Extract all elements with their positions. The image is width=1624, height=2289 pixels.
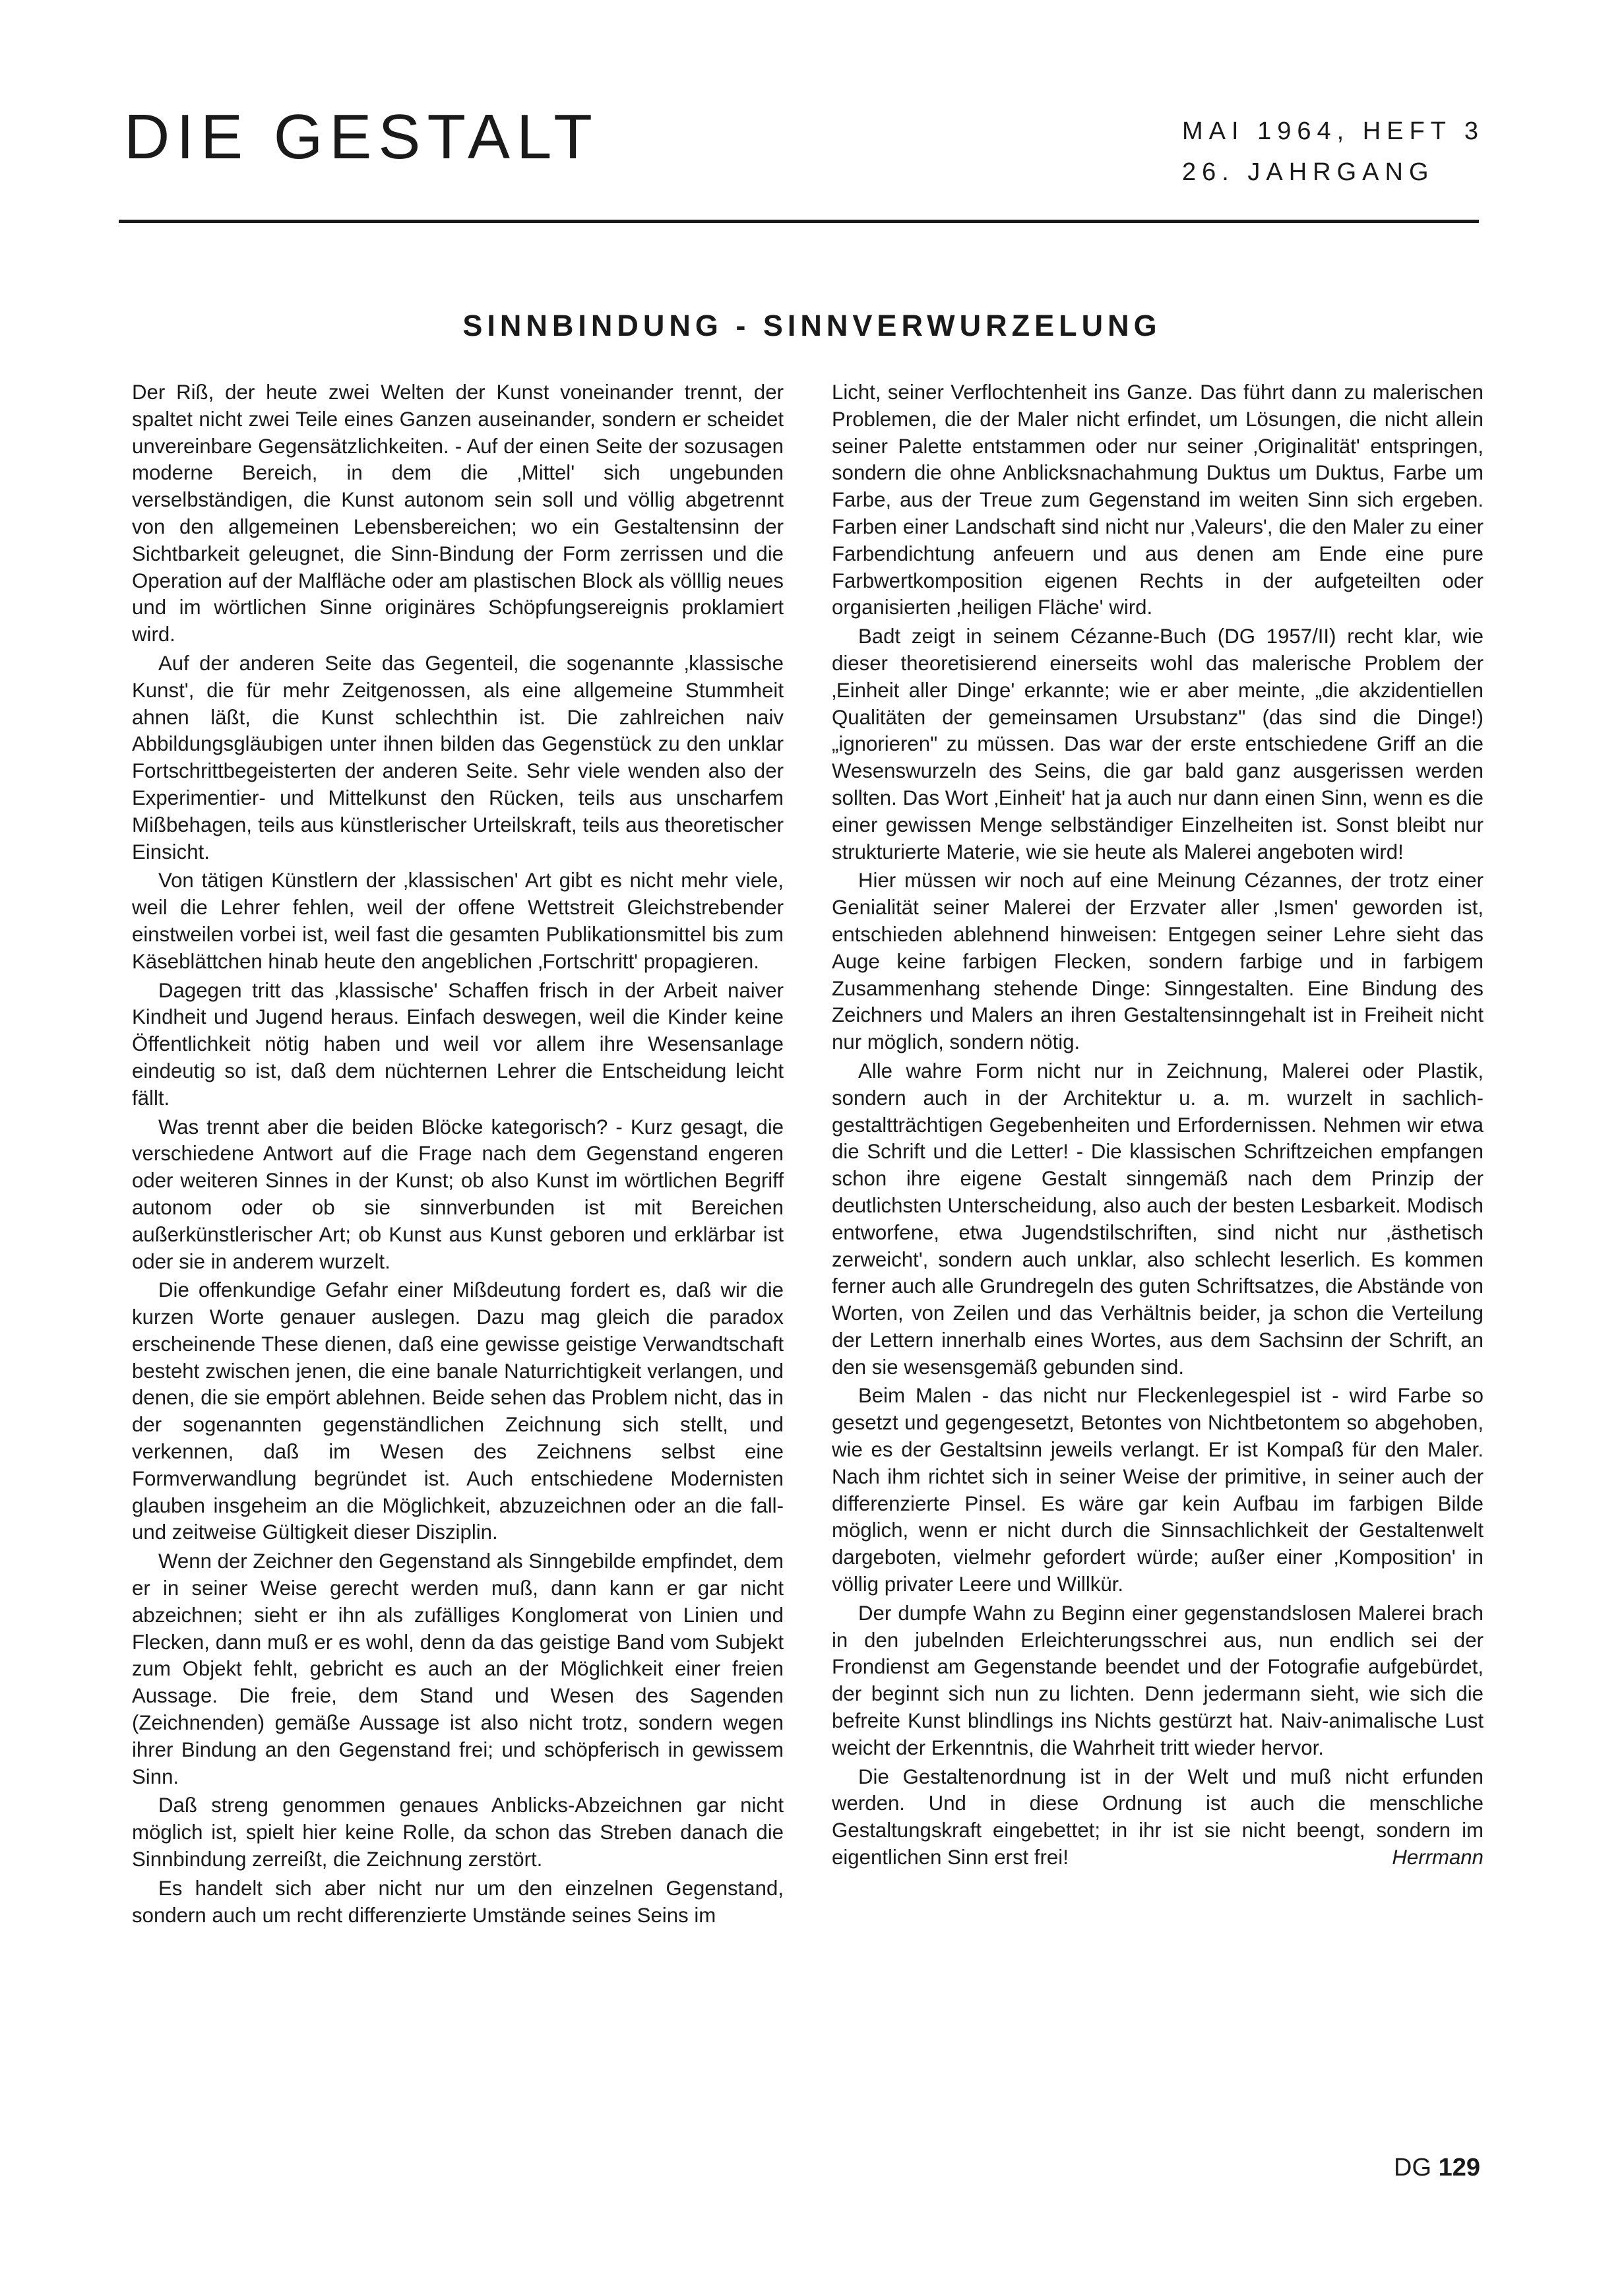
article-title: SINNBINDUNG - SINNVERWURZELUNG <box>462 309 1162 342</box>
paragraph-final <box>832 1764 1483 1871</box>
page-number <box>1394 2154 1480 2182</box>
paragraph: Beim Malen - das nicht nur Fleckenlegespiel ist - wird Farbe so gesetzt und gegengesetzt, Betontes von Nichtbetontem so abgehoben, wie es der Gestaltsinn jeweils verlangt. Er ist Kompaß für den Maler. Nach ihm richtet sich in seiner Weise der primitive, in seiner auch der differenzierte Pinsel. Es wäre gar kein Aufbau im farbigen Bilde möglich, wenn er nicht durch die Sinnsachlichkeit der Gestaltenwelt dargeboten, vielmehr gefordert würde; außer einer ‚Komposition' in völlig privater Leere und Willkür. <box>832 1384 1483 1596</box>
paragraph: Wenn der Zeichner den Gegenstand als Sinngebilde empfindet, dem er in seiner Weise gerecht werden muß, dann kann er gar nicht abzeichnen; sieht er ihn als zufälliges Konglomerat von Linien und Flecken, dann muß er es wohl, denn da das geistige Band vom Subjekt zum Objekt fehlt, gebricht es auch an der Möglichkeit einer freien Aussage. Die freie, dem Stand und Wesen des Sagenden (Zeichnenden) gemäße Aussage ist also nicht trotz, sondern wegen ihrer Bindung an den Gegenstand frei; und schöpferisch in gewissem Sinn. <box>132 1550 784 1788</box>
volume-line: 26. JAHRGANG <box>1182 158 1435 186</box>
paragraph: Hier müssen wir noch auf eine Meinung Cézannes, der trotz einer Genialität seiner Malerei der Erzvater aller ‚Ismen' geworden ist, entschieden ablehnend hinweisen: Entgegen seiner Lehre sieht das Auge keine farbigen Flecken, sondern farbige und in farbigem Zusammenhang stehende Dinge: Sinngestalten. Eine Bindung des Zeichners und Malers an ihren Gestaltensinngehalt ist in Freiheit nicht nur möglich, sondern nötig. <box>832 869 1483 1054</box>
left-column <box>132 379 784 1931</box>
paragraph: Licht, seiner Verflochtenheit ins Ganze. Das führt dann zu malerischen Problemen, die der Maler nicht erfindet, um Lösungen, die nicht allein seiner Palette entstammen oder nur seiner ‚Originalität' entspringen, sondern die ohne Anblicksnachahmung Duktus um Duktus, Farbe um Farbe, aus der Treue zum Gegenstand im weiten Sinn sich ergeben. Farben einer Landschaft sind nicht nur ‚Valeurs', die den Maler zu einer Farbendichtung anfeuern und aus denen am Ende eine pure Farbwertkomposition eigenen Rechts in der aufgeteilten oder organisierten ‚heiligen Fläche' wird. <box>832 381 1483 619</box>
final-paragraph-text: Die Gestaltenordnung ist in der Welt und muß nicht erfunden werden. Und in diese Ordnung ist auch die menschliche Gestaltungskraft eingebettet; in ihr ist sie nicht beengt, sondern im eigentlichen Sinn erst frei! <box>832 1765 1483 1869</box>
author-signature: Herrmann <box>1392 1846 1483 1869</box>
paragraph: Von tätigen Künstlern der ‚klassischen' Art gibt es nicht mehr viele, weil die Lehrer fehlen, weil der offene Wettstreit Gleichstrebender einstweilen vorbei ist, weil fast die gesamten Publikationsmittel bis zum Käseblättchen hinab heute den angeblichen ‚Fortschritt' propagieren. <box>132 869 784 973</box>
paragraph: Alle wahre Form nicht nur in Zeichnung, Malerei oder Plastik, sondern auch in der Architektur u. a. m. wurzelt in sachlich-gestaltträchtigen Gegebenheiten und Erfordernissen. Nehmen wir etwa die Schrift und die Letter! - Die klassischen Schriftzeichen empfangen schon ihre eigene Gestalt sinngemäß nach dem Prinzip der deutlichsten Unterscheidung, also auch der besten Lesbarkeit. Modisch entworfene, etwa Jugendstilschriften, sind nicht nur ‚ästhetisch zerweicht', sondern auch unklar, also schlecht leserlich. Es kommen ferner auch alle Grundregeln des guten Schriftsatzes, die Abstände von Worten, von Zeilen und das Verhältnis beider, ja schon die Verteilung der Lettern innerhalb eines Wortes, aus dem Sachsinn der Schrift, an den sie wesensgemäß gebunden sind. <box>832 1059 1483 1379</box>
paragraph: Der Riß, der heute zwei Welten der Kunst voneinander trennt, der spaltet nicht zwei Teile eines Ganzen auseinander, sondern er scheidet unvereinbare Gegensätzlichkeiten. - Auf der einen Seite der sozusagen moderne Bereich, in dem die ‚Mittel' sich ungebunden verselbständigen, die Kunst autonom sein soll und völlig abgetrennt von den allgemeinen Lebensbereichen; wo ein Gestaltensinn der Sichtbarkeit geleugnet, die Sinn-Bindung der Form zerrissen und die Operation auf der Malfläche oder am plastischen Block als völllig neues und im wörtlichen Sinne originäres Schöpfungsereignis proklamiert wird. <box>132 381 784 646</box>
paragraph: Der dumpfe Wahn zu Beginn einer gegenstandslosen Malerei brach in den jubelnden Erleichterungsschrei aus, nun endlich sei der Frondienst am Gegenstande beendet und der Fotografie aufgebürdet, der beginnt sich nun zu lichten. Denn jedermann sieht, wie sich die befreite Kunst blindlings ins Nichts gestürzt hat. Naiv-animalische Lust weicht der Erkenntnis, die Wahrheit tritt wieder hervor. <box>832 1601 1483 1759</box>
header-rule <box>119 220 1479 223</box>
journal-title: DIE GESTALT <box>124 102 599 172</box>
paragraph: Auf der anderen Seite das Gegenteil, die sogenannte ‚klassische Kunst', die für mehr Zeitgenossen, als eine allgemeine Stummheit ahnen läßt, die Kunst schlechthin ist. Die zahlreichen naiv Abbildungsgläubigen unter ihnen bilden das Gegenstück zu den unklar Fortschrittbegeisterten der anderen Seite. Sehr viele wenden also der Experimentier- und Mittelkunst den Rücken, teils aus unscharfem Mißbehagen, teils aus künstlerischer Urteilskraft, teils aus theoretischer Einsicht. <box>132 651 784 863</box>
paragraph: Es handelt sich aber nicht nur um den einzelnen Gegenstand, sondern auch um recht differenzierte Umstände seines Seins im <box>132 1876 784 1927</box>
issue-info <box>1182 111 1484 193</box>
folio-prefix: DG <box>1394 2154 1432 2181</box>
paragraph: Badt zeigt in seinem Cézanne-Buch (DG 1957/II) recht klar, wie dieser theoretisierend einerseits wohl das malerische Problem der ‚Einheit aller Dinge' erkannte; wie er aber meinte, „die akzidentiellen Qualitäten der gemeinsamen Ursubstanz" (das sind die Dinge!) „ignorieren" zu müssen. Das war der erste entschiedene Griff an die Wesenswurzeln des Seins, die gar bald ganz ausgerissen werden sollten. Das Wort ‚Einheit' hat ja auch nur dann einen Sinn, wenn es die einer gewissen Menge selbständiger Einzelheiten ist. Sonst bleibt nur strukturierte Materie, wie sie heute als Malerei angeboten wird! <box>832 625 1483 863</box>
paragraph: Die offenkundige Gefahr einer Mißdeutung fordert es, daß wir die kurzen Worte genauer auslegen. Dazu mag gleich die paradox erscheinende These dienen, daß eine gewisse geistige Verwandtschaft besteht zwischen jenen, die eine banale Naturrichtigkeit verlangen, und denen, die sie empört ablehnen. Beide sehen das Problem nicht, das in der sogenannten gegenständlichen Zeichnung sich stellt, und verkennen, daß im Wesen des Zeichnens selbst eine Formverwandlung begründet ist. Auch entschiedene Modernisten glauben insgeheim an die Möglichkeit, abzuzeichnen oder an die fall- und zeitweise Gültigkeit dieser Disziplin. <box>132 1278 784 1544</box>
right-column <box>832 379 1483 1873</box>
paragraph: Dagegen tritt das ‚klassische' Schaffen frisch in der Arbeit naiver Kindheit und Jugend heraus. Einfach deswegen, weil die Kinder keine Öffentlichkeit nötig haben und weil vor allem ihre Wesensanlage eindeutig so ist, daß dem nüchternen Lehrer die Entscheidung leicht fällt. <box>132 978 784 1110</box>
paragraph: Daß streng genommen genaues Anblicks-Abzeichnen gar nicht möglich ist, spielt hier keine Rolle, da schon das Streben danach die Sinnbindung zerreißt, die Zeichnung zerstört. <box>132 1794 784 1871</box>
folio-page: 129 <box>1438 2154 1480 2181</box>
paragraph: Was trennt aber die beiden Blöcke kategorisch? - Kurz gesagt, die verschiedene Antwort auf die Frage nach dem Gegenstand engeren oder weiteren Sinnes in der Kunst; ob also Kunst im wörtlichen Begriff autonom oder ob sie sinnverbunden ist mit Bereichen außerkünstlerischer Art; ob Kunst aus Kunst geboren und erklärbar ist oder sie in anderem wurzelt. <box>132 1115 784 1273</box>
issue-line: MAI 1964, HEFT 3 <box>1182 117 1484 145</box>
